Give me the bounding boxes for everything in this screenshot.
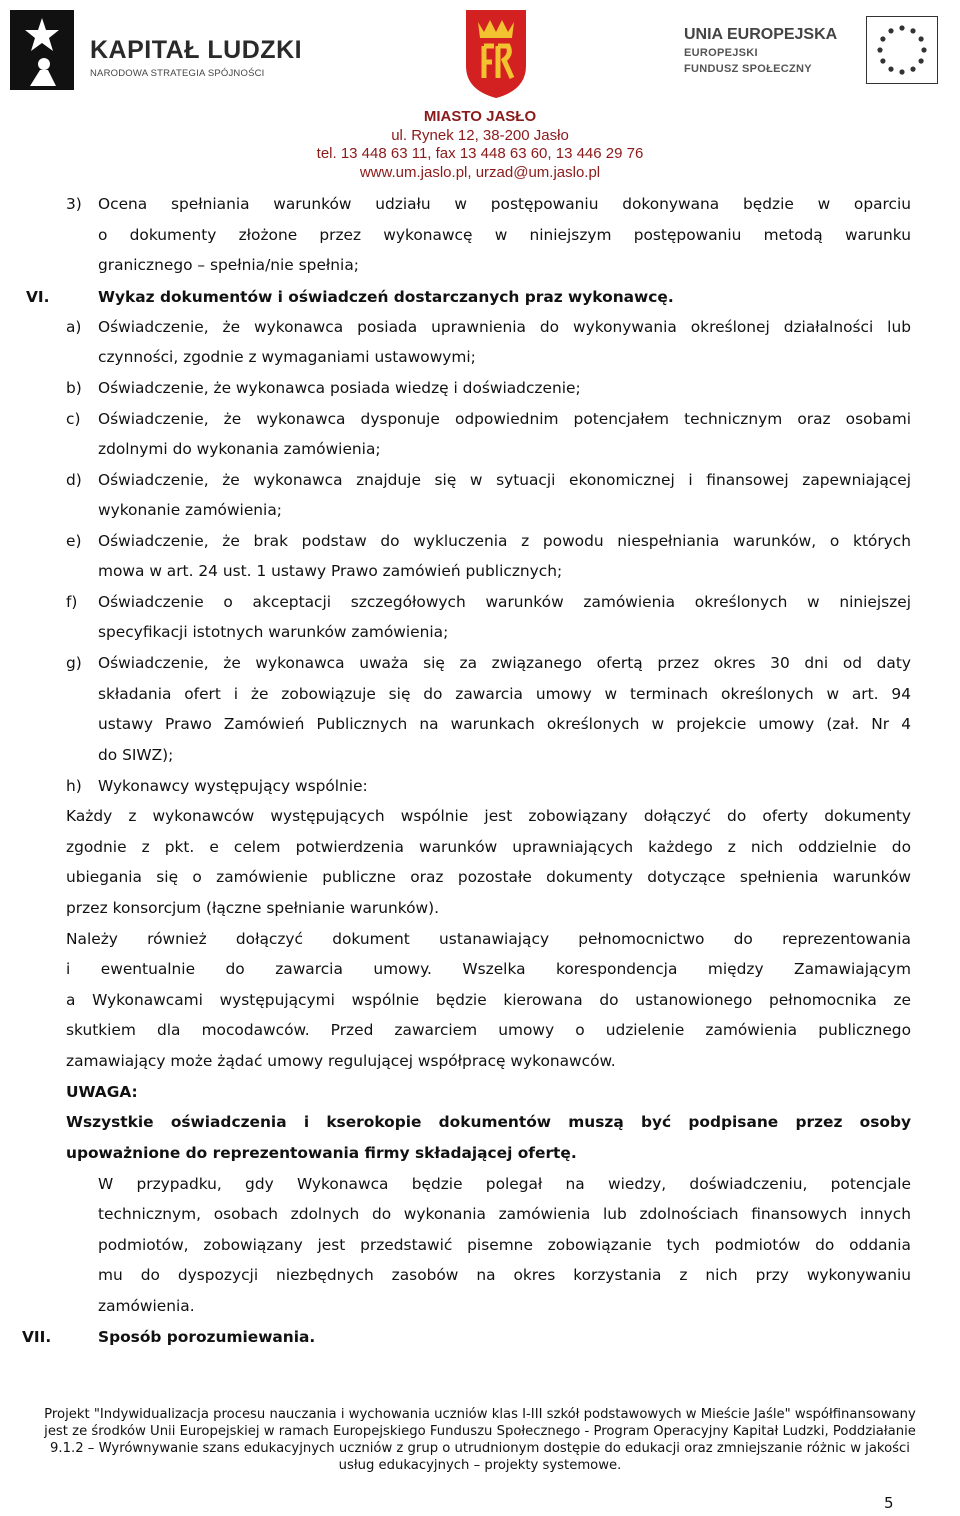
kapital-ludzki-subtitle: NARODOWA STRATEGIA SPÓJNOŚCI [90, 68, 265, 79]
item-g-line: do SIWZ); [98, 746, 174, 764]
town-name: MIASTO JASŁO [423, 108, 537, 125]
item-d-label: d) [66, 471, 82, 489]
eu-star-icon [880, 36, 885, 41]
town-phones: tel. 13 448 63 11, fax 13 448 63 60, 13 446 29 76 [316, 145, 644, 162]
item-3-line: Ocena spełniania warunków udziału w postępowaniu dokonywana będzie w oparciu [98, 195, 911, 213]
eu-fund-line2: FUNDUSZ SPOŁECZNY [684, 63, 812, 75]
item-d-line: wykonanie zamówienia; [98, 501, 282, 519]
kapital-ludzki-logo [10, 10, 303, 90]
eu-star-icon [899, 69, 904, 74]
item-g-line: ustawy Prawo Zamówień Publicznych na warunkach określonych w projekcie umowy (zał. Nr 4 [98, 715, 911, 733]
joint-paragraph-line: ubiegania się o zamówienie publiczne oraz pozostałe dokumenty dotyczące spełnienia warunków [66, 868, 911, 886]
item-h-line: Wykonawcy występujący wspólnie: [98, 777, 368, 795]
eu-star-icon [910, 28, 915, 33]
item-3-line: granicznego – spełnia/nie spełnia; [98, 256, 359, 274]
footer-line: usług edukacyjnych – projekty systemowe. [338, 1458, 622, 1473]
eu-star-icon [888, 67, 893, 72]
warning-line: upoważnione do reprezentowania firmy składającej ofertę. [66, 1144, 577, 1162]
item-f-line: specyfikacji istotnych warunków zamówienia; [98, 623, 449, 641]
eu-star-icon [877, 47, 882, 52]
warning-label: UWAGA: [66, 1083, 138, 1101]
proxy-paragraph-line: a Wykonawcami występującymi wspólnie będzie kierowana do ustanowionego pełnomocnika ze [66, 991, 911, 1009]
case-paragraph-line: zamówienia. [98, 1297, 195, 1315]
joint-paragraph-line: przez konsorcjum (łączne spełnianie warunków). [66, 899, 440, 917]
footer-line: jest ze środków Unii Europejskiej w ramach Europejskiego Funduszu Społecznego - Program Operacyjny Kapitał Ludzki, Poddziałanie [44, 1424, 916, 1439]
item-g-line: składania ofert i że zobowiązuje się do zawarcia umowy w terminach określonych w art. 94 [98, 685, 911, 703]
item-c-line: zdolnymi do wykonania zamówienia; [98, 440, 381, 458]
joint-paragraph-line: Każdy z wykonawców występujących wspólnie jest zobowiązany dołączyć do oferty dokumenty [66, 807, 911, 825]
item-a-line: czynności, zgodnie z wymaganiami ustawowymi; [98, 348, 476, 366]
item-c-label: c) [66, 410, 81, 428]
item-b-label: b) [66, 379, 82, 397]
section-6-number: VI. [26, 288, 50, 306]
item-g-line: Oświadczenie, że wykonawca uważa się za związanego ofertą przez okres 30 dni od daty [98, 654, 911, 672]
proxy-paragraph-line: Należy również dołączyć dokument ustanawiający pełnomocnictwo do reprezentowania [66, 930, 911, 948]
eu-star-icon [919, 36, 924, 41]
item-3-line: o dokumenty złożone przez wykonawcę w niniejszym postępowaniu metodą warunku [98, 226, 911, 244]
section-6-title: Wykaz dokumentów i oświadczeń dostarczanych praz wykonawcę. [98, 288, 674, 306]
item-e-line: Oświadczenie, że brak podstaw do wykluczenia z powodu niespełniania warunków, o których [98, 532, 911, 550]
eu-star-icon [899, 25, 904, 30]
page-number: 5 [884, 1494, 894, 1512]
case-paragraph-line: W przypadku, gdy Wykonawca będzie polegał na wiedzy, doświadczeniu, potencjale [98, 1175, 911, 1193]
item-h-label: h) [66, 777, 82, 795]
item-d-line: Oświadczenie, że wykonawca znajduje się w sytuacji ekonomicznej i finansowej zapewniającej [98, 471, 911, 489]
eu-logo [684, 16, 944, 86]
eu-title: UNIA EUROPEJSKA [684, 26, 838, 43]
town-address: ul. Rynek 12, 38-200 Jasło [391, 126, 569, 144]
eu-star-icon [910, 67, 915, 72]
item-g-label: g) [66, 654, 82, 672]
proxy-paragraph-line: skutkiem dla mocodawców. Przed zawarciem umowy o udzielenie zamówienia publicznego [66, 1021, 911, 1039]
eu-star-icon [880, 58, 885, 63]
case-paragraph-line: podmiotów, zobowiązany jest przedstawić pisemne zobowiązanie tych podmiotów do oddania [98, 1236, 911, 1254]
item-a-line: Oświadczenie, że wykonawca posiada uprawnienia do wykonywania określonej działalności lub [98, 318, 911, 336]
joint-paragraph-line: zgodnie z pkt. e celem potwierdzenia warunków uprawniających każdego z nich oddzielnie do [66, 838, 911, 856]
section-7-title: Sposób porozumiewania. [98, 1328, 316, 1346]
footer-line: Projekt "Indywidualizacja procesu nauczania i wychowania uczniów klas I-III szkół podstawowych w Mieście Jaśle" współfinansowany [44, 1407, 916, 1422]
item-b-line: Oświadczenie, że wykonawca posiada wiedzę i doświadczenie; [98, 379, 581, 397]
eu-star-icon [888, 28, 893, 33]
item-e-label: e) [66, 532, 82, 550]
warning-line: Wszystkie oświadczenia i kserokopie dokumentów muszą być podpisane przez osoby [66, 1113, 911, 1131]
item-a-label: a) [66, 318, 82, 336]
kapital-ludzki-emblem-icon [10, 10, 74, 90]
proxy-paragraph-line: zamawiający może żądać umowy regulującej współpracę wykonawców. [66, 1052, 616, 1070]
eu-flag-icon [866, 16, 938, 84]
case-paragraph-line: mu do dyspozycji niezbędnych zasobów na okres korzystania z nich przy wykonywaniu [98, 1266, 911, 1284]
eu-fund-line1: EUROPEJSKI [684, 47, 758, 59]
item-3-label: 3) [66, 195, 82, 213]
item-f-line: Oświadczenie o akceptacji szczegółowych warunków zamówienia określonych w niniejszej [98, 593, 911, 611]
eu-star-icon [921, 47, 926, 52]
item-e-line: mowa w art. 24 ust. 1 ustawy Prawo zamówień publicznych; [98, 562, 563, 580]
town-header [200, 108, 760, 182]
kapital-ludzki-title: KAPITAŁ LUDZKI [90, 36, 303, 64]
eu-star-icon [919, 58, 924, 63]
footer-line: 9.1.2 – Wyrównywanie szans edukacyjnych uczniów z grup o utrudnionym dostępie do edukacji oraz zmniejszanie różnic w jakości [50, 1441, 910, 1456]
item-f-label: f) [66, 593, 78, 611]
section-7-number: VII. [22, 1328, 52, 1346]
jaslo-coat-of-arms-icon [464, 8, 528, 100]
item-c-line: Oświadczenie, że wykonawca dysponuje odpowiednim potencjałem technicznym oraz osobami [98, 410, 911, 428]
town-web: www.um.jaslo.pl, urzad@um.jaslo.pl [359, 163, 601, 181]
case-paragraph-line: technicznym, osobach zdolnych do wykonania zamówienia lub zdolnościach finansowych innych [98, 1205, 911, 1223]
proxy-paragraph-line: i ewentualnie do zawarcia umowy. Wszelka korespondencja między Zamawiającym [66, 960, 911, 978]
